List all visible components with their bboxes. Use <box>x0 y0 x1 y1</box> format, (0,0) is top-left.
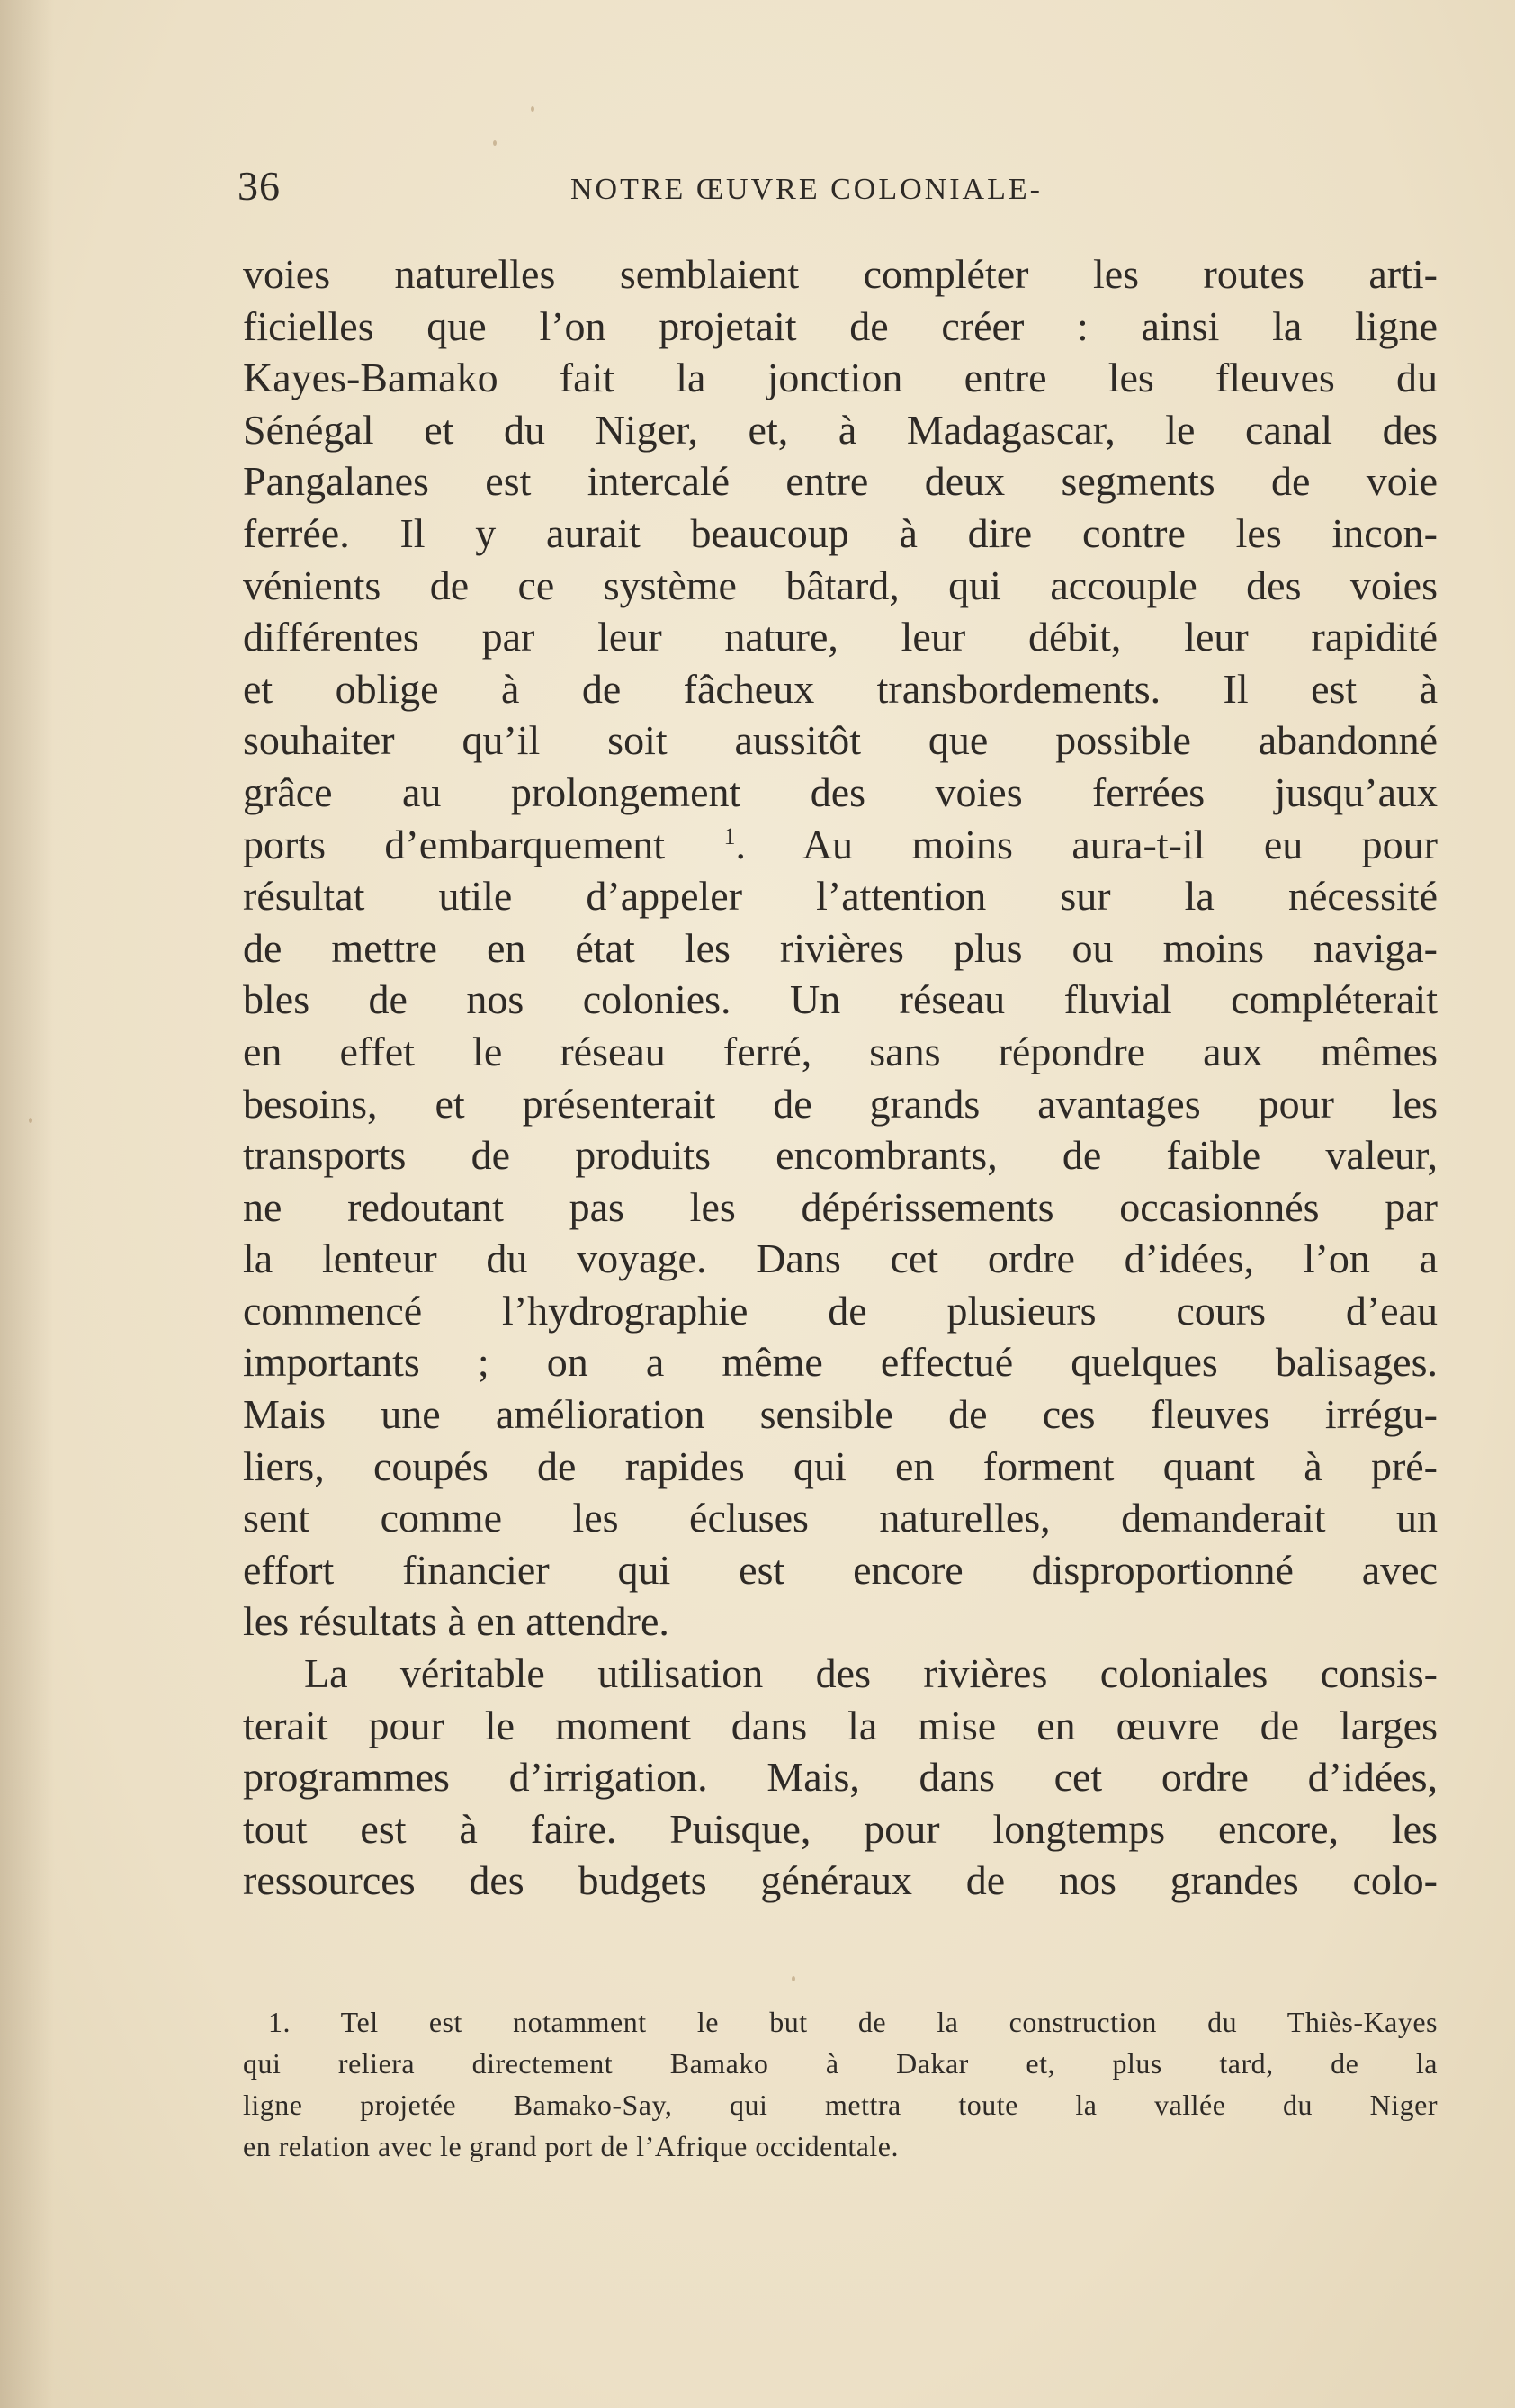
text-line: besoins, et présenterait de grands avantages pour les <box>243 1080 1438 1127</box>
text-line: ficielles que l’on projetait de créer : ainsi la ligne <box>243 302 1438 349</box>
footnote-line: en relation avec le grand port de l’Afrique occidentale. <box>243 2130 899 2162</box>
text-line: grâce au prolongement des voies ferrées jusqu’aux <box>243 768 1438 815</box>
text-line: liers, coupés de rapides qui en forment quant à pré- <box>243 1442 1438 1489</box>
footnotes <box>243 2001 1438 2167</box>
text-line: la lenteur du voyage. Dans cet ordre d’idées, l’on a <box>243 1235 1438 1282</box>
footnote-line: qui reliera directement Bamako à Dakar et, plus tard, de la <box>243 2047 1438 2080</box>
text-line: ferrée. Il y aurait beaucoup à dire contre les incon- <box>243 509 1438 556</box>
body-text <box>243 248 1438 1907</box>
page-number: 36 <box>238 163 281 209</box>
page-header <box>238 162 1443 216</box>
text-line: en effet le réseau ferré, sans répondre aux mêmes <box>243 1028 1438 1074</box>
paragraph-start-line: La véritable utilisation des rivières coloniales consis- <box>304 1650 1438 1697</box>
text-line: bles de nos colonies. Un réseau fluvial compléterait <box>243 976 1438 1023</box>
text-line: programmes d’irrigation. Mais, dans cet ordre d’idées, <box>243 1754 1438 1801</box>
text-segment: . Au moins aura-t-il eu pour <box>735 821 1438 867</box>
text-line: sent comme les écluses naturelles, demanderait un <box>243 1495 1438 1541</box>
text-line: souhaiter qu’il soit aussitôt que possible abandonné <box>243 717 1438 764</box>
text-line: résultat utile d’appeler l’attention sur la nécessité <box>243 873 1438 920</box>
print-speck <box>531 106 534 112</box>
text-line-with-footnote-ref <box>243 819 1438 871</box>
text-line: importants ; on a même effectué quelques balisages. <box>243 1339 1438 1386</box>
text-line: effort financier qui est encore disproportionné avec <box>243 1546 1438 1593</box>
running-title: NOTRE ŒUVRE COLONIALE- <box>570 173 1043 206</box>
footnote-line: 1. Tel est notamment le but de la construction du Thiès-Kayes <box>268 2006 1438 2038</box>
print-speck <box>29 1118 32 1123</box>
text-line: transports de produits encombrants, de faible valeur, <box>243 1132 1438 1179</box>
page-gutter-shadow <box>0 0 54 2408</box>
text-line: ressources des budgets généraux de nos grandes colo- <box>243 1857 1438 1904</box>
text-line: tout est à faire. Puisque, pour longtemps encore, les <box>243 1805 1438 1852</box>
text-line: ne redoutant pas les dépérissements occasionnés par <box>243 1183 1438 1230</box>
footnote-line: ligne projetée Bamako-Say, qui mettra toute la vallée du Niger <box>243 2089 1438 2121</box>
print-speck <box>493 140 497 146</box>
text-line: Pangalanes est intercalé entre deux segments de voie <box>243 458 1438 505</box>
text-line: et oblige à de fâcheux transbordements. Il est à <box>243 665 1438 712</box>
text-line: différentes par leur nature, leur débit, leur rapidité <box>243 614 1438 660</box>
footnote-reference[interactable]: 1 <box>723 822 736 849</box>
text-line: terait pour le moment dans la mise en œuvre de larges <box>243 1702 1438 1748</box>
text-line: Kayes-Bamako fait la jonction entre les fleuves du <box>243 355 1438 401</box>
text-line: vénients de ce système bâtard, qui accouple des voies <box>243 562 1438 608</box>
print-speck <box>792 1976 795 1981</box>
text-line: Sénégal et du Niger, et, à Madagascar, le canal des <box>243 406 1438 453</box>
paragraph-end-line: les résultats à en attendre. <box>243 1598 669 1645</box>
text-line: voies naturelles semblaient compléter les routes arti- <box>243 251 1438 297</box>
text-line: de mettre en état les rivières plus ou moins naviga- <box>243 924 1438 971</box>
text-segment: ports d’embarquement <box>243 821 666 867</box>
text-line: Mais une amélioration sensible de ces fleuves irrégu- <box>243 1391 1438 1438</box>
text-line: commencé l’hydrographie de plusieurs cours d’eau <box>243 1287 1438 1334</box>
